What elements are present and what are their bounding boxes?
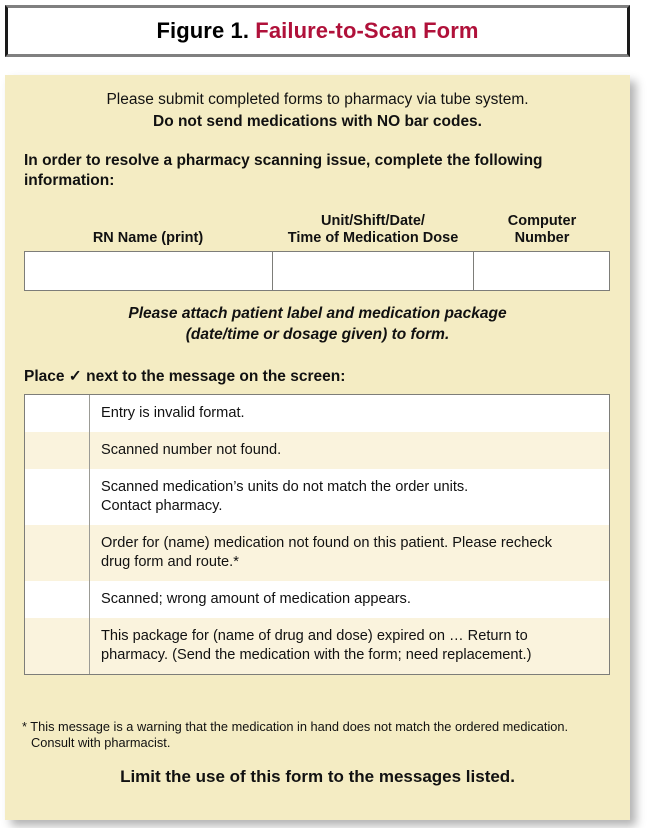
attach-note-line-1: Please attach patient label and medication package [128, 305, 507, 322]
table-row [25, 432, 609, 469]
attach-note-line-2: (date/time or dosage given) to form. [185, 326, 450, 343]
message-line-6b: pharmacy. (Send the medication with the form; need replacement.) [101, 647, 532, 663]
message-checkbox-cell-4[interactable] [25, 525, 90, 581]
limit-line: Limit the use of this form to the messages listed. [120, 767, 515, 786]
table-row [25, 581, 609, 618]
message-text-cell-4 [90, 525, 609, 581]
info-table-headers [24, 200, 610, 248]
info-header-computer-number [474, 200, 610, 248]
message-text-cell-6 [90, 618, 609, 674]
unit-shift-date-input[interactable] [273, 252, 474, 290]
intro-line-2: Do not send medications with NO bar codes. [153, 113, 482, 130]
table-row [25, 525, 609, 581]
info-header-unit-shift-date-line1: Unit/Shift/Date/ [321, 213, 425, 229]
info-header-rn-name-label: RN Name (print) [92, 230, 204, 246]
message-line-2a: Scanned number not found. [101, 442, 282, 458]
message-line-4a: Order for (name) medication not found on this patient. Please recheck [101, 535, 553, 551]
failure-to-scan-form-panel [5, 75, 630, 820]
instruction-text: In order to resolve a pharmacy scanning issue, complete the following information: [24, 152, 543, 189]
message-checkbox-cell-2[interactable] [25, 432, 90, 469]
message-checkbox-cell-6[interactable] [25, 618, 90, 674]
message-line-5a: Scanned; wrong amount of medication appears. [101, 591, 411, 607]
message-text-cell-3 [90, 469, 609, 525]
footnote-line-2: Consult with pharmacist. [31, 735, 171, 750]
message-text-cell-1 [90, 395, 609, 432]
place-check-label: Place ✓ next to the message on the screen: [24, 368, 346, 385]
computer-number-input[interactable] [474, 252, 609, 290]
info-header-unit-shift-date [272, 200, 474, 248]
info-header-computer-number-line1: Computer [507, 213, 577, 229]
message-line-1a: Entry is invalid format. [101, 405, 245, 421]
table-row [25, 395, 609, 432]
message-text-cell-2 [90, 432, 609, 469]
figure-title [156, 18, 478, 44]
info-header-computer-number-line2: Number [514, 230, 570, 246]
rn-name-input[interactable] [25, 252, 273, 290]
table-row [25, 618, 609, 674]
info-header-unit-shift-date-line2: Time of Medication Dose [287, 230, 459, 246]
footnote-line-1: * This message is a warning that the medication in hand does not match the ordered medication. [22, 719, 569, 734]
message-checkbox-cell-5[interactable] [25, 581, 90, 618]
message-checkbox-cell-3[interactable] [25, 469, 90, 525]
message-text-cell-5 [90, 581, 609, 618]
info-header-rn-name [24, 200, 272, 248]
info-table-input-row [24, 251, 610, 291]
figure-title-prefix: Figure 1. [156, 18, 250, 43]
footnote [22, 719, 612, 751]
message-line-6a: This package for (name of drug and dose) expired on … Return to [101, 628, 528, 644]
figure-title-main: Failure-to-Scan Form [255, 18, 479, 43]
table-row [25, 469, 609, 525]
figure-title-box [5, 5, 630, 57]
messages-table [24, 394, 610, 675]
message-line-3b: Contact pharmacy. [101, 498, 223, 514]
attach-note [5, 303, 630, 345]
message-line-4b: drug form and route.* [101, 554, 239, 570]
intro-line-1: Please submit completed forms to pharmacy via tube system. [106, 91, 529, 108]
message-line-3a: Scanned medication’s units do not match the order units. [101, 479, 469, 495]
message-checkbox-cell-1[interactable] [25, 395, 90, 432]
